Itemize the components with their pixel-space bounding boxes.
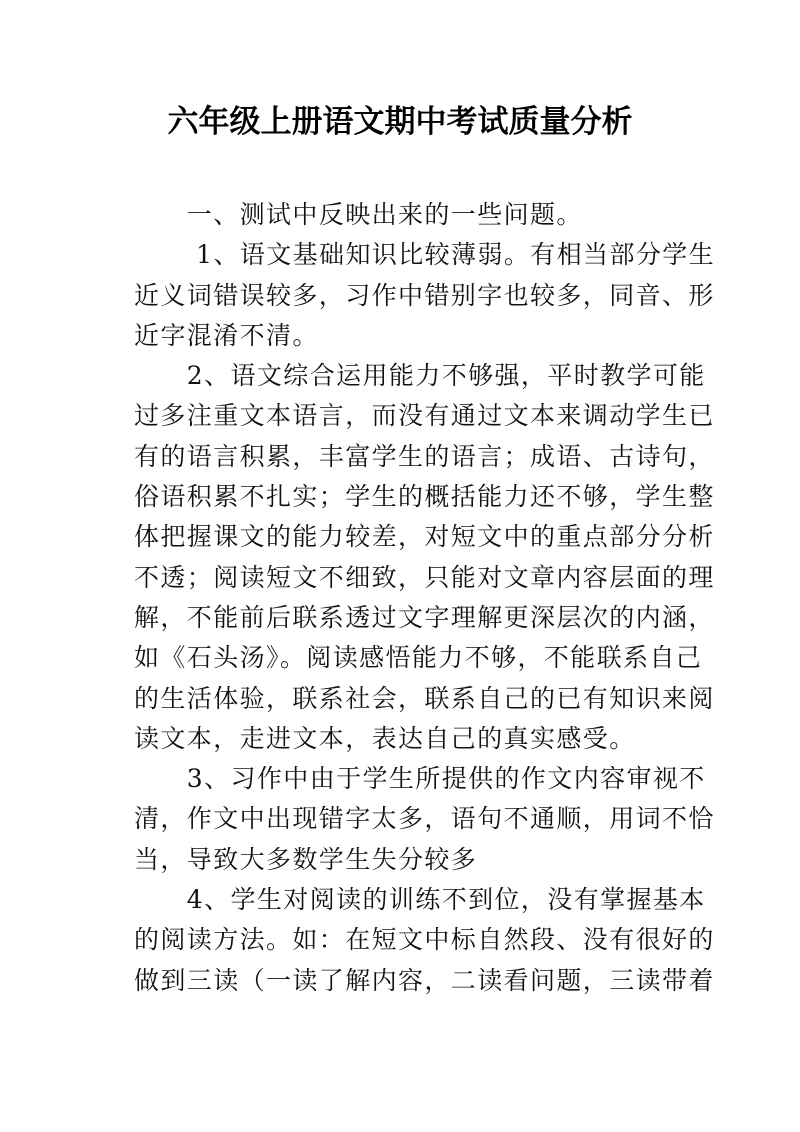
paragraph-line: 2、语文综合运用能力不够强，平时教学可能 xyxy=(134,361,706,391)
document-title: 六年级上册语文期中考试质量分析 xyxy=(167,104,633,140)
paragraph-line: 近义词错误较多，习作中错别字也较多，同音、形 xyxy=(134,280,715,310)
section-heading: 一、测试中反映出来的一些问题。 xyxy=(134,200,583,229)
paragraph-line: 俗语积累不扎实；学生的概括能力还不够，学生整 xyxy=(134,482,715,512)
paragraph-line: 解，不能前后联系透过文字理解更深层次的内涵， xyxy=(134,602,715,632)
paragraph-line: 当，导致大多数学生失分较多 xyxy=(134,844,478,874)
document-body xyxy=(134,195,716,1001)
paragraph-line: 的生活体验，联系社会，联系自己的已有知识来阅 xyxy=(134,683,715,713)
paragraph-line: 1、语文基础知识比较薄弱。有相当部分学生 xyxy=(134,240,716,270)
paragraph-line: 3、习作中由于学生所提供的作文内容审视不 xyxy=(134,764,706,794)
paragraph-line: 近字混淆不清。 xyxy=(134,320,319,350)
paragraph-line: 4、学生对阅读的训练不到位，没有掌握基本 xyxy=(134,885,706,915)
paragraph-line: 如《石头汤》。阅读感悟能力不够，不能联系自己 xyxy=(134,643,703,673)
paragraph-line: 做到三读（一读了解内容，二读看问题，三读带着 xyxy=(134,965,715,995)
paragraph-line: 体把握课文的能力较差，对短文中的重点部分分析 xyxy=(134,522,715,552)
paragraph-line: 过多注重文本语言，而没有通过文本来调动学生已 xyxy=(134,401,715,431)
paragraph-line: 清，作文中出现错字太多，语句不通顺，用词不恰 xyxy=(134,804,715,834)
paragraph-line: 读文本，走进文本，表达自己的真实感受。 xyxy=(134,723,636,753)
paragraph-line: 有的语言积累，丰富学生的语言；成语、古诗句， xyxy=(134,441,715,471)
paragraph-line: 的阅读方法。如：在短文中标自然段、没有很好的 xyxy=(134,925,715,955)
paragraph-line: 不透；阅读短文不细致，只能对文章内容层面的理 xyxy=(134,562,715,592)
